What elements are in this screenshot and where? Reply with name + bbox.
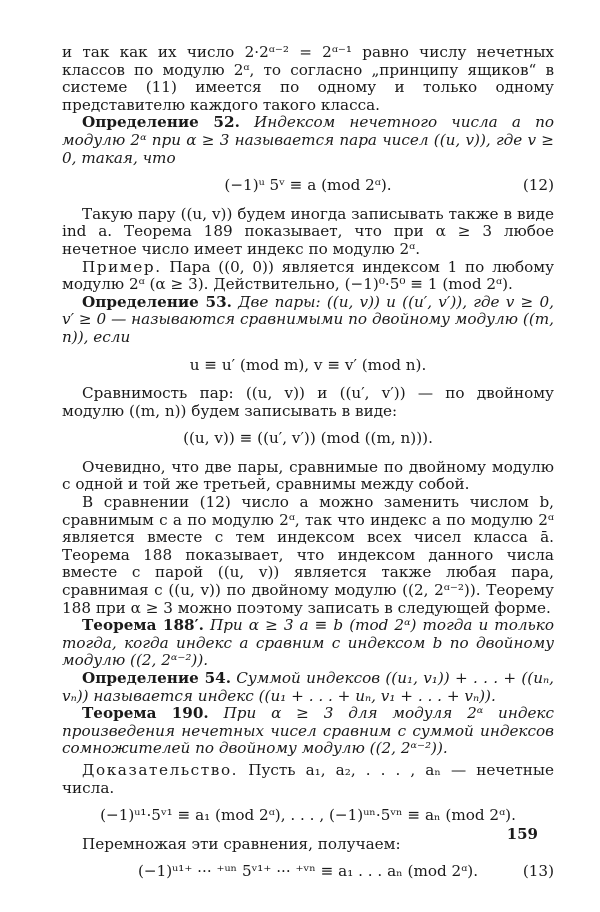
formula-pairs: ((u, v)) ≡ ((u′, v′)) (mod ((m, n))). (183, 429, 433, 448)
definition-53-heading: Определение 53. (82, 292, 232, 311)
definition-53 (62, 294, 554, 347)
proof (62, 762, 554, 797)
theorem-188-heading: Теорема 188′. (82, 616, 204, 635)
proof-text: Пусть a₁, a₂, . . . , aₙ — нечетные числа. (62, 760, 554, 797)
formula-13-body: (−1)ᵘ¹⁺ ··· ⁺ᵘⁿ 5ᵛ¹⁺ ··· ⁺ᵛⁿ ≡ a₁ . . . aₙ (mod 2ᵅ). (137, 862, 479, 881)
formula-13 (62, 863, 554, 881)
definition-52 (62, 114, 554, 167)
definition-53-text: Две пары: ((u, v)) и ((u′, v′)), где v ≥ 0, v′ ≥ 0 — называются сравнимыми по двойному модулю ((m, n)), если (62, 292, 554, 346)
definition-54-heading: Определение 54. (82, 669, 231, 687)
paragraph-intro: и так как их число 2·2ᵅ⁻² = 2ᵅ⁻¹ равно числу нечетных классов по модулю 2ᵅ, то согласно „принципу ящиков“ в системе (11) имеется по одному и только одному представителю каждого такого класса. (62, 43, 554, 114)
proof-heading: Доказательство. (82, 760, 239, 779)
example-text: Пара ((0, 0)) является индексом 1 по любому модулю 2ᵅ (α ≥ 3). Действительно, (−1)⁰·5⁰ ≡ 1 (mod 2ᵅ). (62, 257, 555, 294)
definition-52-text: Индексом нечетного числа a по модулю 2ᵅ при α ≥ 3 называется пара чисел ((u, v)), где v ≥ 0, такая, что (62, 113, 555, 167)
theorem-188-text: При α ≥ 3 a ≡ b (mod 2ᵅ) тогда и только тогда, когда индекс a сравним с индексом b по двойному модулю ((2, 2ᵅ⁻²)). (62, 616, 554, 670)
paragraph-index-notation: Такую пару ((u, v)) будем иногда записывать также в виде ind a. Теорема 189 показывает, что при α ≥ 3 любое нечетное число имеет индекс по модулю 2ᵅ. (62, 204, 554, 258)
paragraph-transitivity: Очевидно, что две пары, сравнимые по двойному модулю с одной и той же третьей, сравнимы между собой. (62, 457, 554, 494)
example (62, 259, 554, 294)
equation-number-12: (12) (522, 176, 554, 195)
definition-54-text: Суммой индексов ((u₁, v₁)) + . . . + ((uₙ, vₙ)) называется индекс ((u₁ + . . . + uₙ, v₁ + . . . + vₙ)). (62, 669, 554, 705)
theorem-190-text: При α ≥ 3 для модуля 2ᵅ индекс произведения нечетных чисел сравним с суммой индексов сомножителей по двойному модулю ((2, 2ᵅ⁻²)). (62, 704, 555, 758)
equation-number-13: (13) (522, 862, 554, 881)
formula-12 (62, 177, 554, 195)
example-heading: Пример. (82, 257, 162, 276)
theorem-190-heading: Теорема 190. (82, 704, 209, 723)
paragraph-multiply: Перемножая эти сравнения, получаем: (82, 834, 401, 853)
formula-12-body: (−1)ᵘ 5ᵛ ≡ a (mod 2ᵅ). (224, 176, 392, 195)
definition-52-heading: Определение 52. (82, 113, 240, 132)
theorem-188-prime (62, 617, 554, 670)
formula-double-modulus: u ≡ u′ (mod m), v ≡ v′ (mod n). (189, 355, 427, 374)
paragraph-pair-congruence: Сравнимость пар: ((u, v)) и ((u′, v′)) — по двойному модулю ((m, n)) будем записывать в виде: (62, 384, 554, 420)
theorem-190 (62, 705, 554, 758)
definition-54 (62, 670, 554, 705)
paragraph-class-index: В сравнении (12) число a можно заменить числом b, сравнимым с a по модулю 2ᵅ, так что индекс a по модулю 2ᵅ является вместе с тем индексом всех чисел класса ā. Теорема 188 показывает, что индексом данного числа вместе с парой ((u, v)) является также любая пара, сравнимая с ((u, v)) по двойному модулю ((2, 2ᵅ⁻²)). Теорему 188 при α ≥ 3 можно поэтому записать в следующей форме. (62, 493, 554, 617)
formula-congruence-list: (−1)ᵘ¹·5ᵛ¹ ≡ a₁ (mod 2ᵅ), . . . , (−1)ᵘⁿ·5ᵛⁿ ≡ aₙ (mod 2ᵅ). (100, 806, 516, 825)
page-number: 159 (506, 825, 538, 843)
